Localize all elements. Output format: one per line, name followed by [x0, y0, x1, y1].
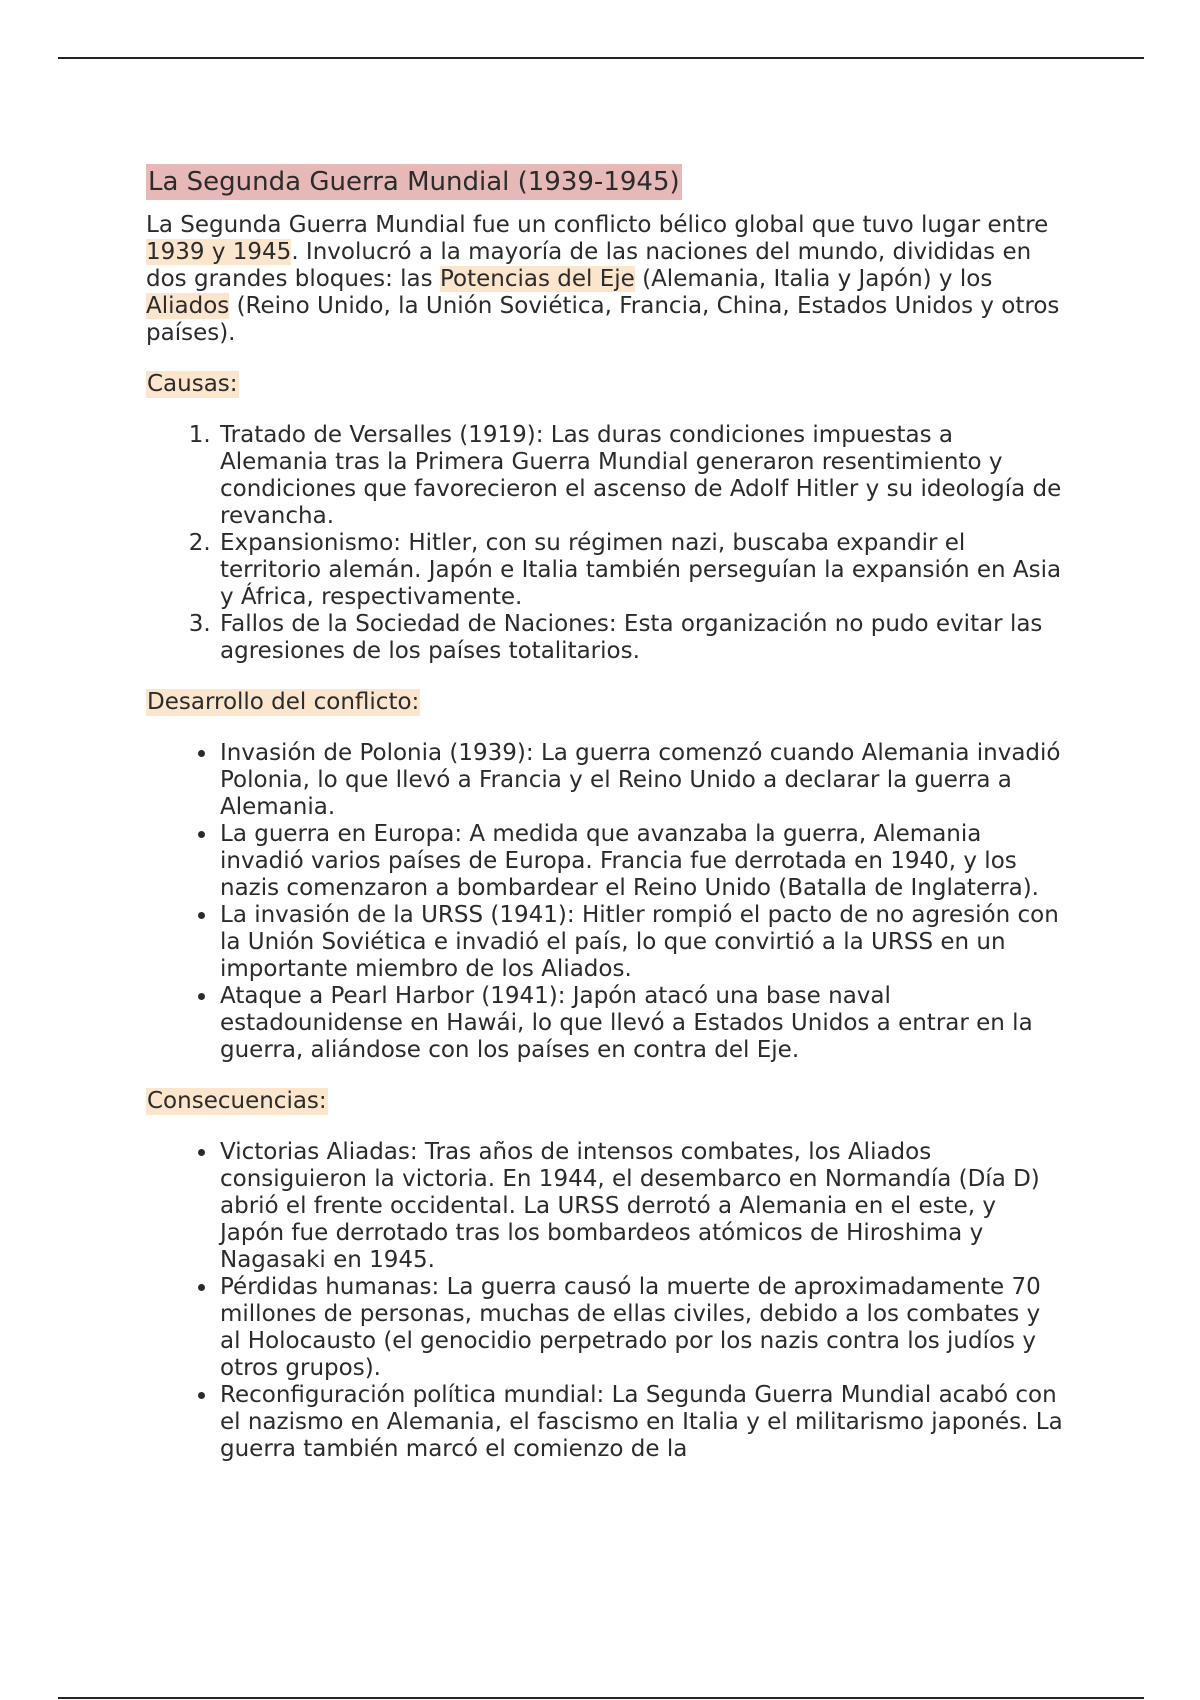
list-item: • Ataque a Pearl Harbor (1941): Japón atacó una base naval estadounidense en Hawái, lo que llevó a Estados Unidos a entrar en la guerra, aliándose con los países en contra del Eje.	[218, 983, 1066, 1064]
intro-text: (Alemania, Italia y Japón) y los	[634, 266, 993, 292]
document-body	[146, 164, 1066, 1463]
list-item: 3. Fallos de la Sociedad de Naciones: Esta organización no pudo evitar las agresiones de los países totalitarios.	[218, 611, 1066, 665]
document-title: La Segunda Guerra Mundial (1939-1945)	[146, 164, 682, 200]
page-bottom-rule	[58, 1697, 1144, 1699]
consequences-section	[146, 1088, 1066, 1463]
list-item: 2. Expansionismo: Hitler, con su régimen nazi, buscaba expandir el territorio alemán. Japón e Italia también perseguían la expansión en Asia y África, respectivamente.	[218, 530, 1066, 611]
highlight-years: 1939 y 1945	[146, 239, 292, 265]
list-item: • La invasión de la URSS (1941): Hitler rompió el pacto de no agresión con la Unión Soviética e invadió el país, lo que convirtió a la URSS en un importante miembro de los Aliados.	[218, 902, 1066, 983]
highlight-allies: Aliados	[146, 293, 230, 319]
list-item: • Invasión de Polonia (1939): La guerra comenzó cuando Alemania invadió Polonia, lo que llevó a Francia y el Reino Unido a declarar la guerra a Alemania.	[218, 740, 1066, 821]
intro-text: La Segunda Guerra Mundial fue un conflicto bélico global que tuvo lugar entre	[146, 212, 1049, 238]
page-top-rule	[58, 57, 1144, 59]
list-item: 1. Tratado de Versalles (1919): Las duras condiciones impuestas a Alemania tras la Primera Guerra Mundial generaron resentimiento y condiciones que favorecieron el ascenso de Adolf Hitler y su ideología de revancha.	[218, 422, 1066, 530]
intro-text: (Reino Unido, la Unión Soviética, Francia, China, Estados Unidos y otros países).	[146, 293, 1060, 346]
development-heading: Desarrollo del conflicto:	[147, 689, 420, 715]
intro-paragraph	[146, 212, 1066, 347]
development-list	[146, 740, 1066, 1064]
list-item: • Reconfiguración política mundial: La Segunda Guerra Mundial acabó con el nazismo en Alemania, el fascismo en Italia y el militarismo japonés. La guerra también marcó el comienzo de la	[218, 1382, 1066, 1463]
causes-section	[146, 371, 1066, 665]
causes-list	[146, 422, 1066, 665]
list-item: • Victorias Aliadas: Tras años de intensos combates, los Aliados consiguieron la victoria. En 1944, el desembarco en Normandía (Día D) abrió el frente occidental. La URSS derrotó a Alemania en el este, y Japón fue derrotado tras los bombardeos atómicos de Hiroshima y Nagasaki en 1945.	[218, 1139, 1066, 1274]
intro-text: . Involucró a la mayoría de las naciones del mundo, divididas en dos grandes bloques: las	[146, 239, 1032, 292]
consequences-list	[146, 1139, 1066, 1463]
causes-heading: Causas:	[147, 371, 238, 397]
list-item: • La guerra en Europa: A medida que avanzaba la guerra, Alemania invadió varios países de Europa. Francia fue derrotada en 1940, y los nazis comenzaron a bombardear el Reino Unido (Batalla de Inglaterra).	[218, 821, 1066, 902]
consequences-heading: Consecuencias:	[147, 1088, 327, 1114]
highlight-axis-powers: Potencias del Eje	[439, 266, 635, 292]
list-item: • Pérdidas humanas: La guerra causó la muerte de aproximadamente 70 millones de personas, muchas de ellas civiles, debido a los combates y al Holocausto (el genocidio perpetrado por los nazis contra los judíos y otros grupos).	[218, 1274, 1066, 1382]
development-section	[146, 689, 1066, 1064]
